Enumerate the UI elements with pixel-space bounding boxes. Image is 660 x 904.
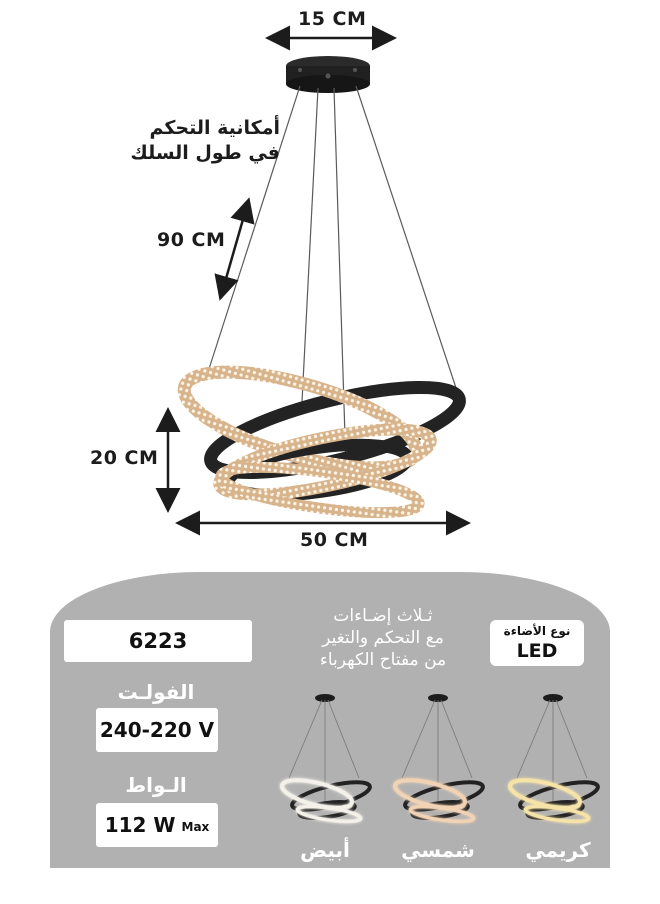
variant-label-white: أبيض [300,838,350,862]
variant-label-sunny: شمسي [401,838,475,862]
three-lights-line-3: من مفتاح الكهرباء [319,650,447,670]
canopy-width-label: 15 CM [298,8,367,30]
cord-length-label: 90 CM [157,229,226,251]
lighting-type-tag [490,620,584,666]
light-rings [175,352,467,521]
variant-thumbnails [270,680,620,850]
cord-note-line-1: أمكانية التحكم [149,117,280,139]
variant-thumb-cream [507,694,600,824]
voltage-label: الفولـت [117,680,195,704]
voltage-value: 240-220 V [99,718,215,742]
cord-length-note [120,116,280,166]
wattage-value: 112 W [104,813,176,837]
diameter-label: 50 CM [300,529,369,551]
variant-label-cream: كريمي [525,838,591,862]
variant-thumb-sunny [392,694,485,824]
variant-thumb-white [279,694,372,824]
cord-note-line-2: في طول السلك [130,142,280,164]
three-lights-description [290,605,476,671]
wattage-box [96,803,218,847]
three-lights-line-1: ثـلاث إضـاءات [333,606,433,626]
model-number-box [64,620,252,662]
voltage-box [96,708,218,752]
model-number: 6223 [128,629,188,653]
lighting-type-label: نوع الأضاءة [503,624,571,638]
three-lights-line-2: مع التحكم والتغير [322,628,444,648]
lighting-type-value: LED [516,640,558,662]
wattage-label: الـواط [125,773,187,797]
ceiling-canopy [286,56,370,93]
height-label: 20 CM [90,447,159,469]
wattage-max: Max [181,820,210,834]
